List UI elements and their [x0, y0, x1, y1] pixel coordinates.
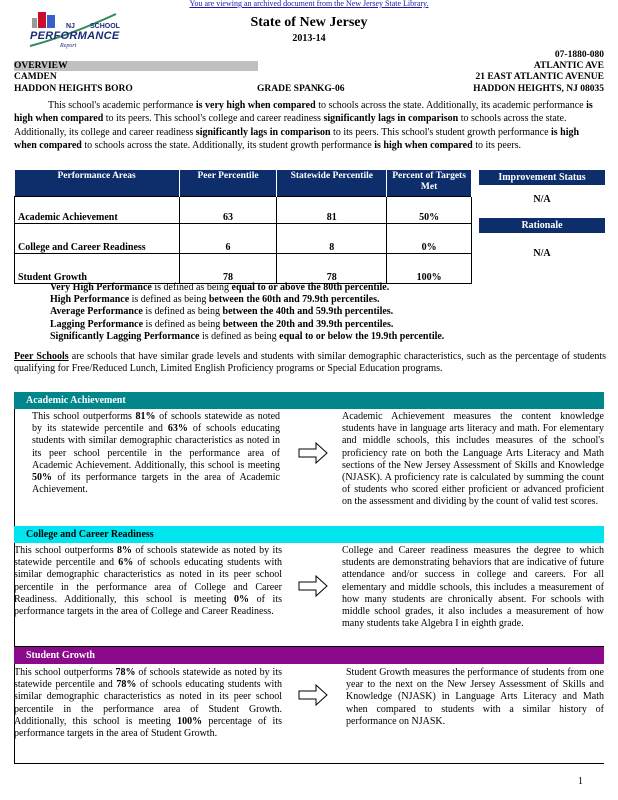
table-row: [15, 253, 472, 283]
row-peer: 6: [179, 223, 277, 253]
row-targets: 100%: [387, 253, 472, 283]
section-summary-college-career-readiness: This school outperforms 8% of schools statewide as noted by its statewide percentile and 6% of schools educating students with similar demographic characteristics as noted in its peer school percentile in the performance area of College and Career Readiness. Additionally, this school is meeting 0% of its performance targets in the area of College and Career Readiness.: [14, 545, 283, 618]
row-peer: 78: [179, 253, 277, 283]
grade-span-label: GRADE SPAN: [257, 84, 318, 94]
address-city: HADDON HEIGHTS, NJ 08035: [473, 84, 604, 94]
performance-summary: This school's academic performance is very high when compared to schools across the state. Additionally, its academic performance is high when compared to its peers. This school's college and career readiness significantly lags in comparison to schools across the state. Additionally, its college and career readiness significantly lags in comparison to its peers. This school's student growth performance is high when compared to schools across the state. Additionally, its student growth performance is high when compared to its peers.: [14, 100, 593, 152]
definition-line: Significantly Lagging Performance is defined as being equal to or below the 19.9th percentile.: [50, 330, 445, 342]
col-header-peer: Peer Percentile: [179, 170, 277, 196]
section-header-academic-achievement: Academic Achievement: [14, 392, 604, 409]
row-area: College and Career Readiness: [15, 223, 180, 253]
logo-nj-text: NJ: [66, 23, 75, 30]
col-header-targets: Percent of Targets Met: [387, 170, 472, 196]
logo-school-text: SCHOOL: [90, 23, 120, 30]
definition-line: High Performance is defined as being between the 60th and 79.9th percentiles.: [50, 294, 380, 306]
row-area: Student Growth: [15, 253, 180, 283]
row-statewide: 81: [277, 196, 387, 223]
row-targets: 50%: [387, 196, 472, 223]
section-description-academic-achievement: Academic Achievement measures the content knowledge students have in language arts literacy and math. For elementary and middle schools, this includes measures of the school's proficiency rate on both the Language Arts Literacy and Math sections of the New Jersey Assessment of Skills and Knowledge (NJASK). A proficiency rate is calculated by summing the count of students who scored either proficient or advanced proficient on the assessment and dividing by the count of valid test scores.: [342, 411, 604, 508]
logo-performance-text: PERFORMANCE: [30, 30, 120, 42]
page-number: 1: [578, 776, 583, 787]
row-area: Academic Achievement: [15, 196, 180, 223]
section-description-student-growth: Student Growth measures the performance of students from one year to the next on the New Jersey Assessment of Skills and Knowledge (NJASK) in Language Arts Literacy and Math when compared to students with a similar history of performance on NJASK.: [346, 667, 604, 727]
grade-span-value: KG-06: [317, 84, 345, 94]
school-name: HADDON HEIGHTS BORO: [14, 84, 133, 94]
row-peer: 63: [179, 196, 277, 223]
performance-definitions: [50, 282, 610, 343]
overview-label: OVERVIEW: [14, 61, 68, 71]
arrow-right-icon: [298, 442, 328, 464]
col-header-statewide: Statewide Percentile: [277, 170, 387, 196]
definition-line: Very High Performance is defined as being equal to or above the 80th percentile.: [50, 282, 390, 293]
address-line-1: ATLANTIC AVE: [533, 61, 604, 71]
definition-line: Average Performance is defined as being between the 40th and 59.9th percentiles.: [50, 306, 394, 318]
rationale-header: Rationale: [479, 218, 605, 233]
section-header-college-career-readiness: College and Career Readiness: [14, 526, 604, 543]
table-row: [15, 223, 472, 253]
section-summary-student-growth: This school outperforms 78% of schools statewide as noted by its statewide percentile and 78% of schools educating students with similar demographic characteristics as noted in its peer school percentile in the performance area of Student Growth. Additionally, this school is meeting 100% percentage of its performance targets in the area of Student Growth.: [14, 667, 283, 740]
definition-line: Lagging Performance is defined as being between the 20th and 39.9th percentiles.: [50, 318, 394, 330]
improvement-status-value: N/A: [533, 194, 551, 205]
logo-report-text: Report: [60, 43, 77, 49]
performance-table: [14, 170, 472, 284]
section-header-student-growth: Student Growth: [14, 647, 604, 664]
report-year: 2013-14: [292, 33, 326, 44]
table-row: [15, 196, 472, 223]
peer-schools-note: Peer Schools are schools that have similar grade levels and students with similar demographic characteristics, such as the percentage of students qualifying for Free/Reduced Lunch, Limited English Proficiency programs or Special Education programs.: [14, 351, 606, 374]
arrow-right-icon: [298, 684, 328, 706]
row-statewide: 8: [277, 223, 387, 253]
rationale-value: N/A: [533, 248, 551, 259]
school-code: 07-1880-080: [554, 50, 604, 60]
page-title: State of New Jersey: [250, 15, 368, 30]
row-targets: 0%: [387, 223, 472, 253]
row-statewide: 78: [277, 253, 387, 283]
col-header-area: Performance Areas: [15, 170, 180, 196]
address-line-2: 21 EAST ATLANTIC AVENUE: [475, 72, 604, 82]
section-description-college-career-readiness: College and Career readiness measures the degree to which students are demonstrating behaviors that are indicative of future attendance and/or success in college and careers. For all elementary and middle schools, this includes a measurement of how many students are chronically absent. For schools with middle school grades, it also includes a measurement of how many students take Algebra I in eighth grade.: [342, 545, 604, 630]
county-name: CAMDEN: [14, 72, 57, 82]
archive-banner-link[interactable]: You are viewing an archived document from the New Jersey State Library.: [189, 0, 429, 8]
section-summary-academic-achievement: This school outperforms 81% of schools statewide as noted by its statewide percentile and 63% of schools educating students with similar demographic characteristics as noted in its peer school percentile in the performance area of Academic Achievement. Additionally, this school is meeting 50% of its performance targets in the area of Academic Achievement.: [32, 411, 281, 496]
improvement-status-header: Improvement Status: [479, 170, 605, 185]
arrow-right-icon: [298, 575, 328, 597]
